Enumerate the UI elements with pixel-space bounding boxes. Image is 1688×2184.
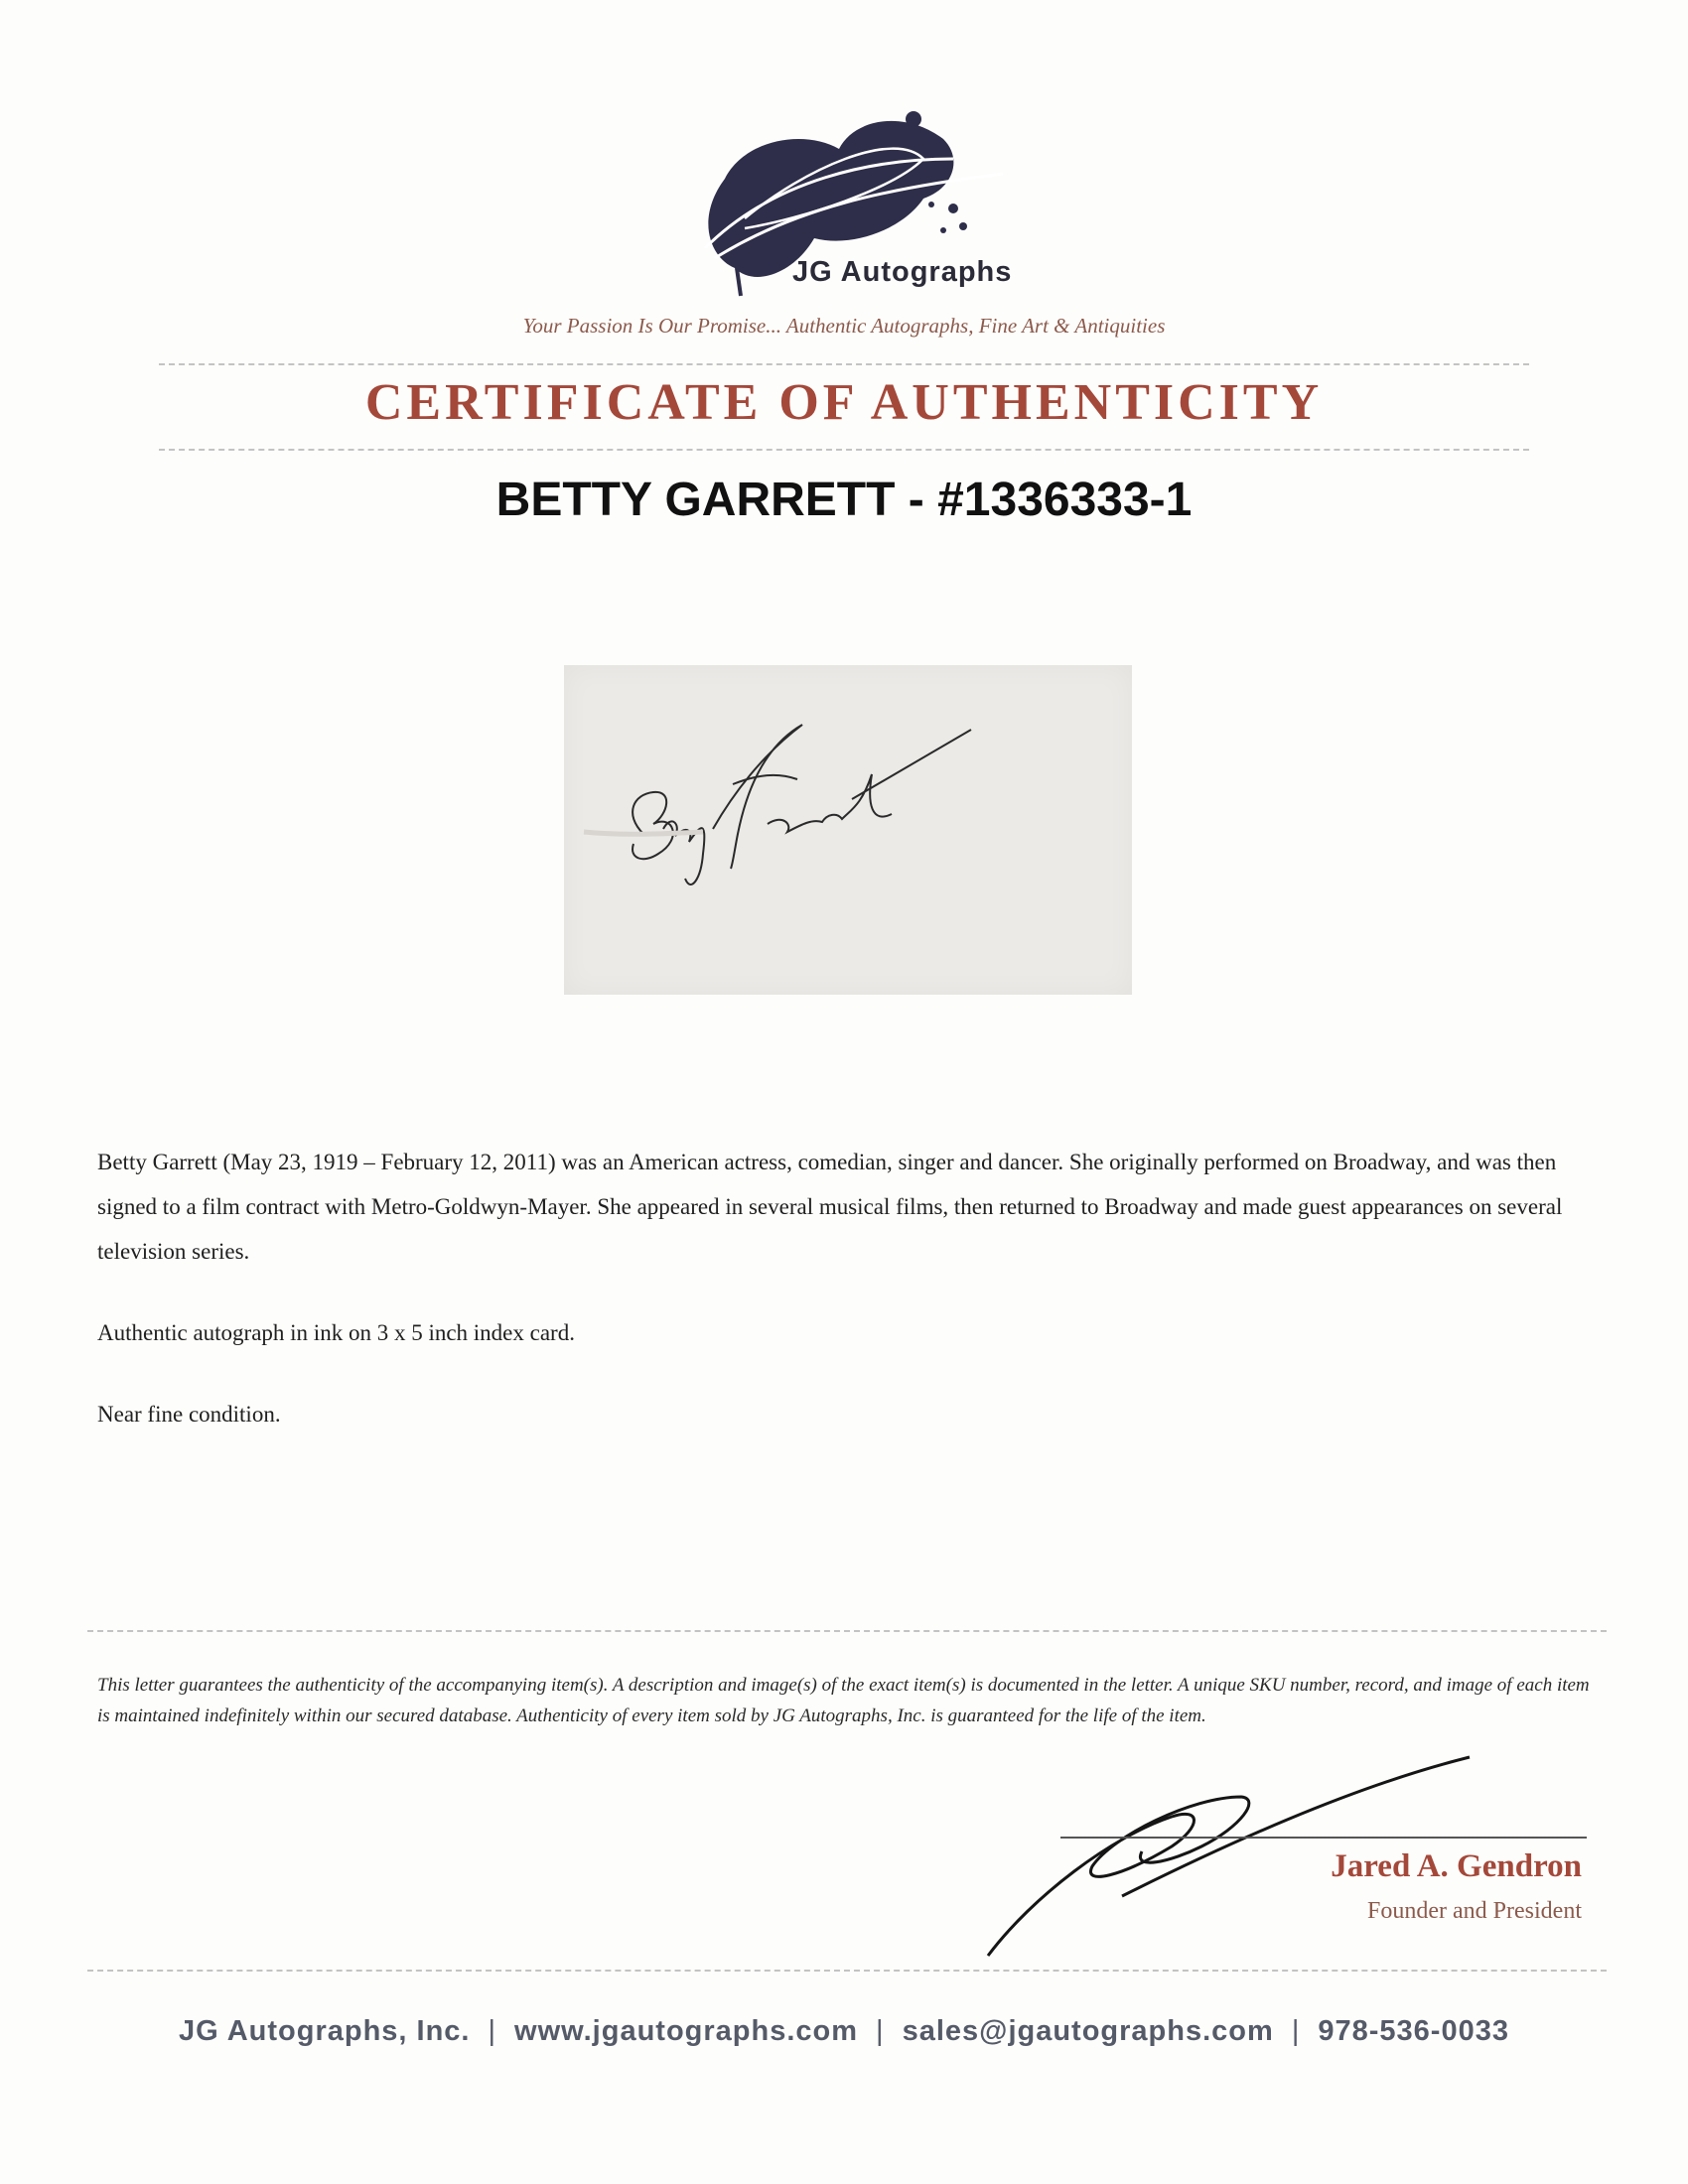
divider xyxy=(87,1970,1607,1972)
signatory-name: Jared A. Gendron xyxy=(1331,1848,1582,1884)
autograph-card xyxy=(564,665,1132,995)
footer-separator: | xyxy=(1291,2015,1301,2047)
footer-separator: | xyxy=(876,2015,885,2047)
guarantee-text: This letter guarantees the authenticity of the accompanying item(s). A description and image(s) of the exact item(s) is documented in the letter. A unique SKU number, record, and image of each item is maintained indefinitely within our secured database. Authenticity of every item sold by JG Autographs, Inc. is guaranteed for the life of the item. xyxy=(97,1675,1590,1726)
footer-contact xyxy=(0,2015,1688,2048)
footer-website-link[interactable]: www.jgautographs.com xyxy=(514,2015,859,2047)
jg-autographs-logo xyxy=(655,99,1053,308)
divider xyxy=(159,449,1529,451)
divider xyxy=(87,1630,1607,1632)
footer-phone: 978-536-0033 xyxy=(1318,2015,1509,2047)
condition-paragraph: Near fine condition. xyxy=(97,1402,281,1427)
footer-separator: | xyxy=(488,2015,497,2047)
brand-name: JG Autographs xyxy=(792,256,1013,288)
tagline: Your Passion Is Our Promise... Authentic Autographs, Fine Art & Antiquities xyxy=(522,314,1166,338)
description xyxy=(97,1140,1587,1473)
item-title: BETTY GARRETT - #1336333-1 xyxy=(495,474,1193,526)
certificate-title: CERTIFICATE OF AUTHENTICITY xyxy=(364,374,1324,431)
footer-email-link[interactable]: sales@jgautographs.com xyxy=(902,2015,1274,2047)
footer-company: JG Autographs, Inc. xyxy=(179,2015,471,2047)
signature-line xyxy=(1060,1837,1587,1839)
autograph-signature xyxy=(564,665,1132,995)
medium-paragraph: Authentic autograph in ink on 3 x 5 inch index card. xyxy=(97,1320,575,1345)
signatory-role: Founder and President xyxy=(1367,1898,1582,1924)
bio-paragraph: Betty Garrett (May 23, 1919 – February 12, 2011) was an American actress, comedian, singer and dancer. She originally performed on Broadway, and was then signed to a film contract with Metro-Goldwyn-Mayer. She appeared in several musical films, then returned to Broadway and made guest appearances on several television series. xyxy=(97,1150,1563,1264)
divider xyxy=(159,363,1529,365)
